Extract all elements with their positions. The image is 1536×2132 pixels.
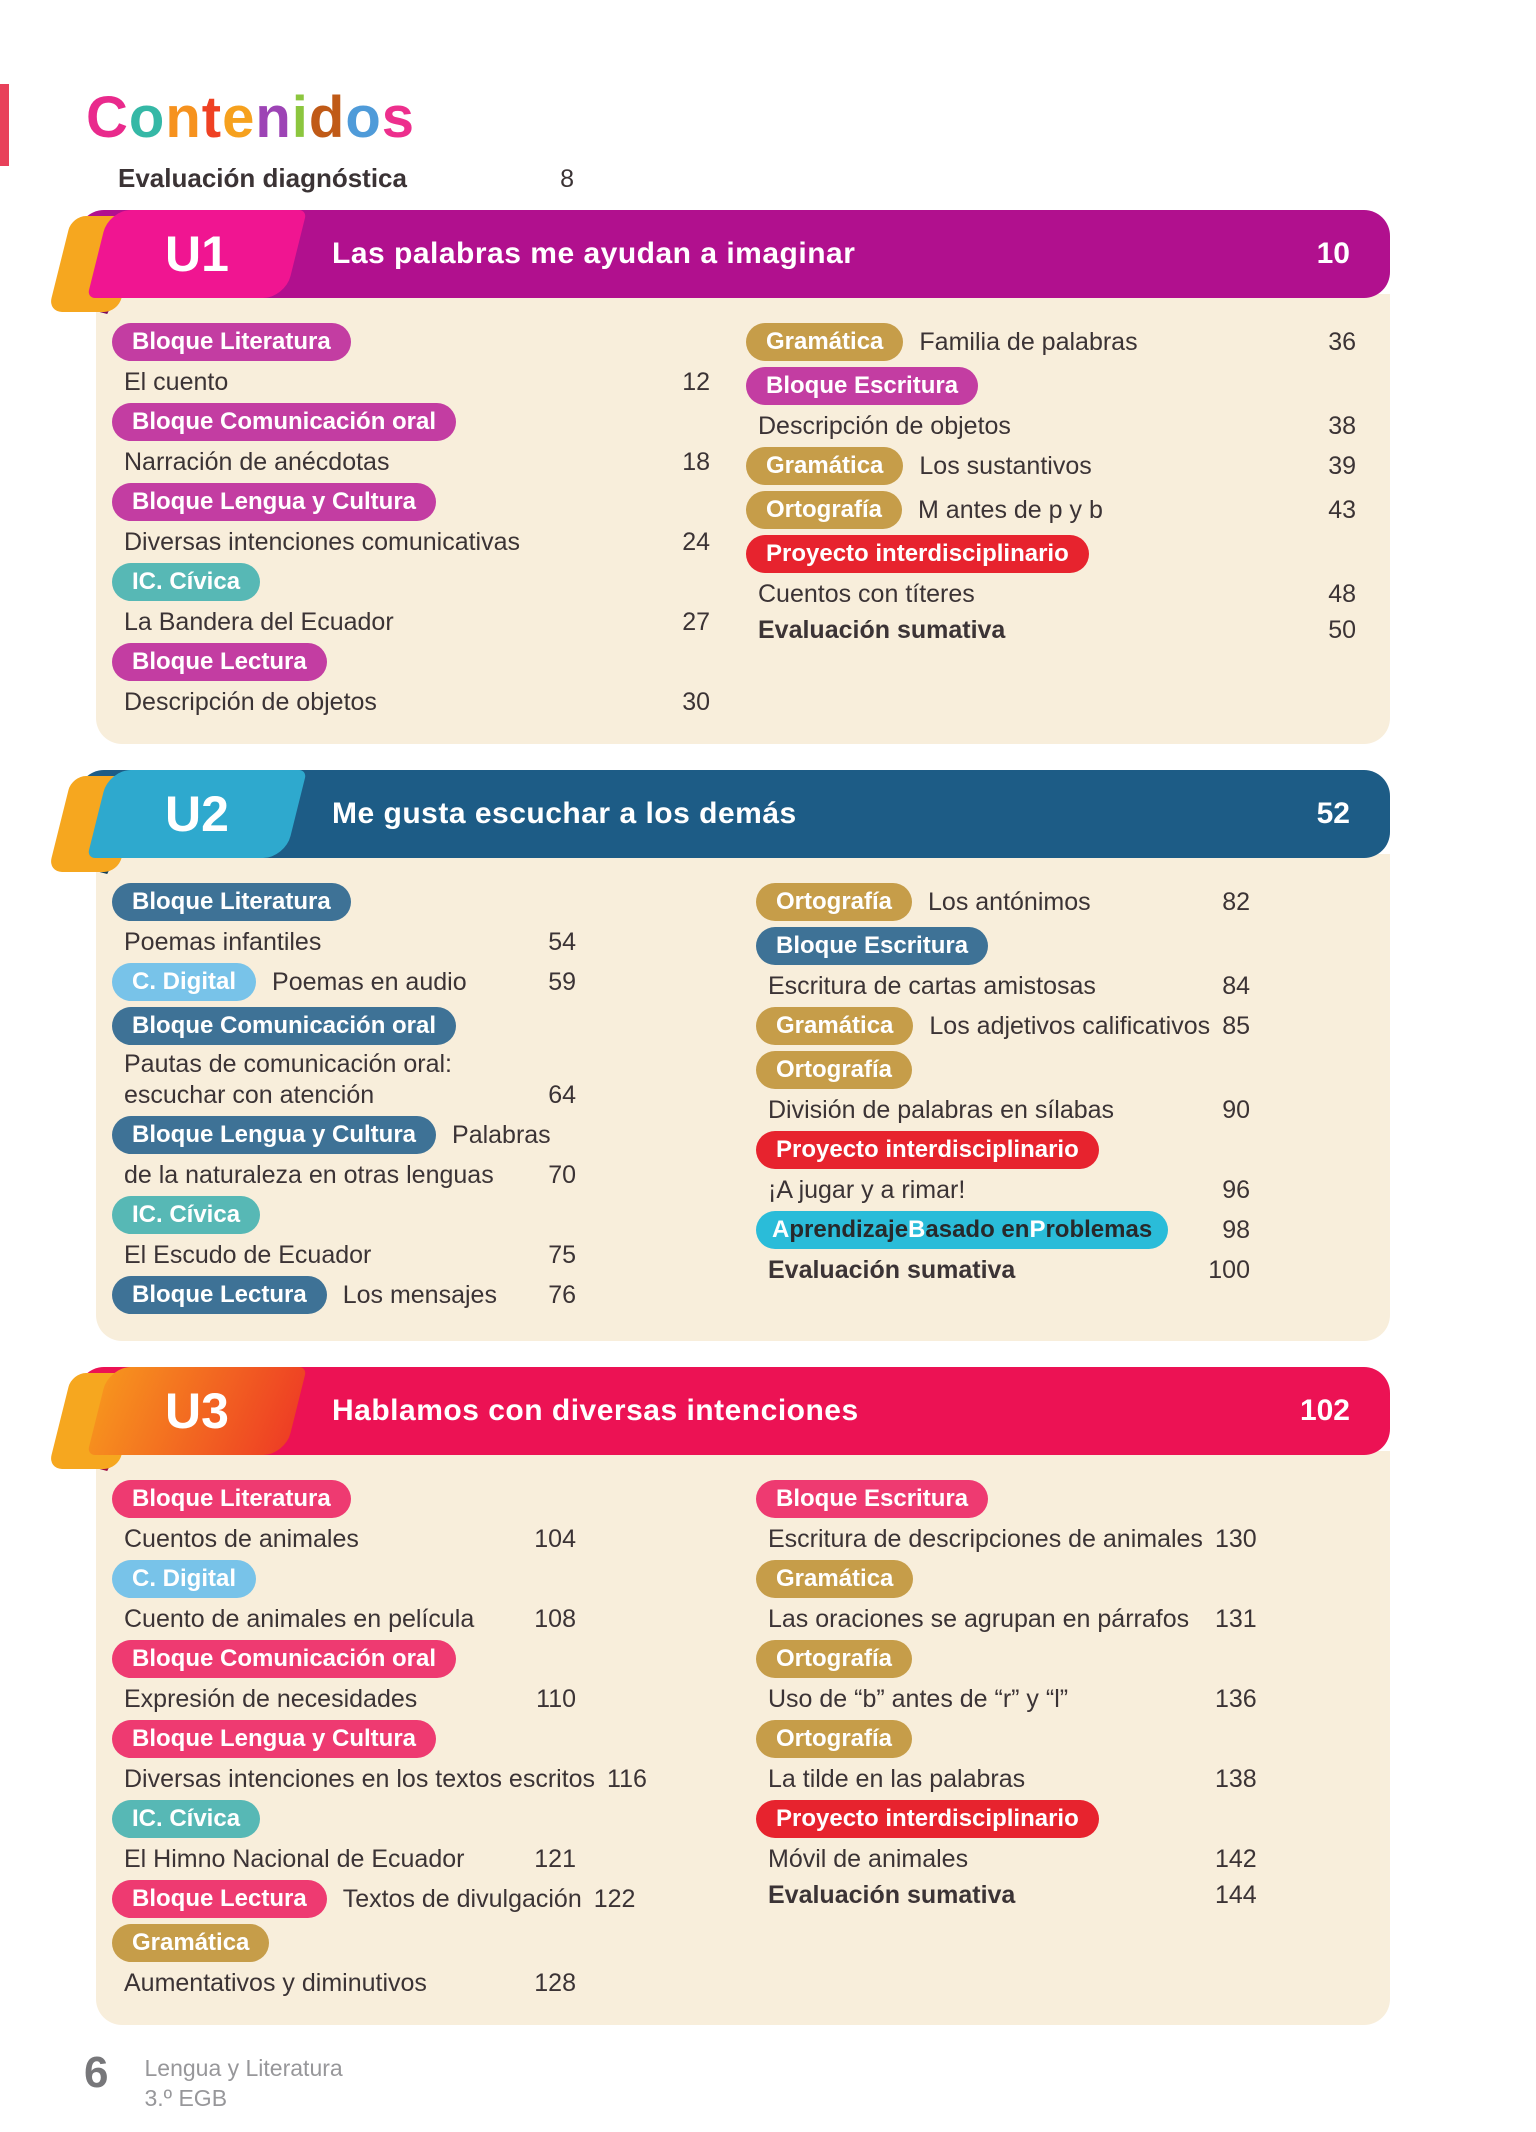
- entry-text: [124, 1049, 452, 1110]
- unit-id-box: [87, 770, 307, 858]
- entry-text: Cuento de animales en película: [124, 1604, 475, 1633]
- unit-title: Las palabras me ayudan a imaginar: [332, 237, 856, 270]
- entry-text: El Escudo de Ecuador: [124, 1240, 372, 1269]
- page-number: 136: [1214, 1684, 1257, 1713]
- badge-unit: Bloque Lengua y Cultura: [112, 1720, 436, 1758]
- page-number: 30: [682, 687, 710, 716]
- badge-unit: Bloque Lectura: [112, 1276, 327, 1314]
- page-number: 27: [682, 607, 710, 636]
- page-number: 90: [1222, 1095, 1250, 1124]
- toc-row: [124, 1602, 576, 1636]
- toc-row: [124, 1966, 576, 2000]
- badge-unit: Bloque Escritura: [756, 1480, 988, 1518]
- toc-row: [758, 533, 1356, 575]
- page-number: 116: [607, 1764, 647, 1793]
- badge-red: Proyecto interdisciplinario: [756, 1131, 1099, 1169]
- abp-word-rest: roblemas: [1045, 1216, 1153, 1243]
- toc-row: [124, 1718, 576, 1760]
- entry-text: Poemas en audio: [272, 967, 467, 996]
- toc-column-right: [758, 320, 1360, 720]
- toc-row: [124, 685, 710, 719]
- page-number: 84: [1222, 971, 1250, 1000]
- unit-u3: [78, 1367, 1390, 2025]
- unit-header: [78, 210, 1390, 298]
- page-footer: [84, 2048, 1536, 2114]
- unit-page-number: 52: [1316, 797, 1350, 830]
- page-number: 39: [1328, 451, 1356, 480]
- entry-text: Familia de palabras: [919, 327, 1138, 356]
- entry-text: División de palabras en sílabas: [768, 1095, 1115, 1124]
- unit-u2: [78, 770, 1390, 1341]
- page-title-letter: s: [381, 85, 416, 150]
- badge-gold: Ortografía: [756, 883, 912, 921]
- toc-row: [768, 1602, 1257, 1636]
- page-number: 54: [548, 927, 576, 956]
- page-number: 108: [534, 1604, 576, 1633]
- page-edge-accent: [0, 84, 9, 166]
- diagnostic-row: [118, 163, 574, 194]
- entry-text: Las oraciones se agrupan en párrafos: [768, 1604, 1190, 1633]
- toc-row: [124, 1522, 576, 1556]
- toc-row: [124, 1274, 576, 1316]
- unit-panel: [96, 854, 1390, 1341]
- toc-row: [768, 1798, 1257, 1840]
- toc-row: [124, 1682, 576, 1716]
- page-title-letter: i: [291, 85, 309, 150]
- page-number: 104: [534, 1524, 576, 1553]
- page-number: 76: [548, 1280, 576, 1309]
- entry-text: Los sustantivos: [919, 451, 1092, 480]
- toc-row: [758, 321, 1356, 363]
- page-number: 70: [548, 1160, 576, 1189]
- footer-page-number: 6: [84, 2048, 109, 2097]
- badge-unit: Bloque Lectura: [112, 1880, 327, 1918]
- unit-u1: [78, 210, 1390, 744]
- unit-id: U2: [165, 786, 229, 842]
- badge-gold: Ortografía: [746, 491, 902, 529]
- badge-gold: Gramática: [112, 1924, 269, 1962]
- badge-gold: Ortografía: [756, 1640, 912, 1678]
- page-number: 43: [1328, 495, 1356, 524]
- toc-row: [124, 1878, 636, 1920]
- badge-gold: Gramática: [746, 323, 903, 361]
- page-number: 36: [1328, 327, 1356, 356]
- badge-unit: Bloque Literatura: [112, 883, 351, 921]
- toc-row: [124, 1762, 647, 1796]
- unit-header: [78, 770, 1390, 858]
- page-title-letter: t: [201, 85, 223, 150]
- badge-unit: Bloque Literatura: [112, 1480, 351, 1518]
- page-number: 96: [1222, 1175, 1250, 1204]
- unit-title: Hablamos con diversas intenciones: [332, 1394, 859, 1427]
- toc-row: [124, 961, 576, 1003]
- entry-text: Expresión de necesidades: [124, 1684, 418, 1713]
- entry-text: de la naturaleza en otras lenguas: [124, 1160, 494, 1189]
- badge-red: Proyecto interdisciplinario: [756, 1800, 1099, 1838]
- toc-row: [124, 1558, 576, 1600]
- page-number: 48: [1328, 579, 1356, 608]
- page-number: 98: [1222, 1215, 1250, 1244]
- unit-id-box: [87, 210, 307, 298]
- toc-row: [768, 1253, 1250, 1287]
- toc-row: [758, 365, 1356, 407]
- badge-gold: Gramática: [746, 447, 903, 485]
- page-number: 121: [534, 1844, 576, 1873]
- badge-unit: Bloque Lengua y Cultura: [112, 483, 436, 521]
- entry-text: Narración de anécdotas: [124, 447, 390, 476]
- entry-text: Escritura de cartas amistosas: [768, 971, 1096, 1000]
- page-number: 38: [1328, 411, 1356, 440]
- units: [78, 210, 1390, 2025]
- toc-row: [768, 1129, 1250, 1171]
- entry-text: Palabras: [452, 1120, 551, 1149]
- badge-unit: Bloque Comunicación oral: [112, 403, 456, 441]
- page-number: 138: [1214, 1764, 1257, 1793]
- footer-course: Lengua y Literatura: [144, 2055, 343, 2081]
- page-number: 24: [682, 527, 710, 556]
- page-number: 82: [1222, 887, 1250, 916]
- page-title: [86, 84, 1536, 151]
- page-number: 100: [1208, 1255, 1250, 1284]
- abp-initial: P: [1029, 1216, 1046, 1243]
- toc-row: [124, 561, 710, 603]
- abp-word-rest: asado en: [925, 1216, 1030, 1243]
- page-title-letter: o: [128, 85, 166, 150]
- toc-row: [124, 1238, 576, 1272]
- badge-unit: Bloque Lengua y Cultura: [112, 1116, 436, 1154]
- toc-row: [768, 969, 1250, 1003]
- badge-civica: IC. Cívica: [112, 1196, 260, 1234]
- unit-title: Me gusta escuchar a los demás: [332, 797, 797, 830]
- toc-row: [124, 365, 710, 399]
- toc-row: [758, 613, 1356, 647]
- entry-text: La Bandera del Ecuador: [124, 607, 394, 636]
- page-number: 64: [548, 1081, 576, 1109]
- toc-column-right: [768, 880, 1360, 1317]
- unit-page-number: 10: [1316, 237, 1350, 270]
- toc-row: [124, 1922, 576, 1964]
- toc-row: [758, 409, 1356, 443]
- toc-row: [768, 1718, 1257, 1760]
- toc-row: [124, 321, 710, 363]
- toc-row: [768, 1762, 1257, 1796]
- toc-row: [768, 1558, 1257, 1600]
- toc-row: [768, 1049, 1250, 1091]
- entry-text: Diversas intenciones comunicativas: [124, 527, 521, 556]
- entry-text: Descripción de objetos: [124, 687, 377, 716]
- toc-row: [768, 881, 1250, 923]
- toc-row: [768, 1638, 1257, 1680]
- abp-word-rest: prendizaje: [789, 1216, 909, 1243]
- unit-panel: [96, 294, 1390, 744]
- toc-row: [768, 1842, 1257, 1876]
- toc-row: [124, 1194, 576, 1236]
- entry-text: Evaluación sumativa: [768, 1880, 1016, 1909]
- unit-id: U3: [165, 1383, 229, 1439]
- badge-civica: IC. Cívica: [112, 1800, 260, 1838]
- diagnostic-label: Evaluación diagnóstica: [118, 163, 407, 193]
- toc-row: [124, 925, 576, 959]
- page-title-letter: e: [222, 85, 256, 150]
- badge-digital: C. Digital: [112, 963, 256, 1001]
- abp-initial: B: [908, 1216, 926, 1243]
- toc-row: [768, 1093, 1250, 1127]
- toc-row: [124, 1478, 576, 1520]
- toc-row: [768, 1878, 1257, 1912]
- toc-row: [768, 925, 1250, 967]
- entry-text: M antes de p y b: [918, 495, 1103, 524]
- page-number: 144: [1214, 1880, 1257, 1909]
- badge-unit: Bloque Lectura: [112, 643, 327, 681]
- unit-header: [78, 1367, 1390, 1455]
- toc-row: [124, 1114, 576, 1156]
- page-title-letter: n: [255, 85, 292, 150]
- page-number: 85: [1222, 1011, 1250, 1040]
- entry-text: Los adjetivos calificativos: [929, 1011, 1211, 1040]
- entry-text: Poemas infantiles: [124, 927, 322, 956]
- badge-civica: IC. Cívica: [112, 563, 260, 601]
- toc-row: [768, 1005, 1250, 1047]
- entry-text: Uso de “b” antes de “r” y “l”: [768, 1684, 1069, 1713]
- page-number: 110: [536, 1684, 576, 1713]
- page-number: 130: [1214, 1524, 1257, 1553]
- toc-row: [124, 401, 710, 443]
- toc-row: [124, 481, 710, 523]
- entry-text: Escritura de descripciones de animales: [768, 1524, 1203, 1553]
- entry-text: Textos de divulgación: [342, 1884, 582, 1913]
- entry-text: Diversas intenciones en los textos escritos: [124, 1764, 596, 1793]
- toc-column-left: [124, 1477, 647, 2001]
- toc-row: [124, 1005, 576, 1047]
- badge-abp: [756, 1211, 1168, 1249]
- toc-row: [768, 1173, 1250, 1207]
- unit-id: U1: [165, 226, 229, 282]
- toc-row: [758, 577, 1356, 611]
- toc-row: [124, 641, 710, 683]
- page-title-letter: d: [308, 85, 346, 150]
- toc-row: [124, 881, 576, 923]
- badge-unit: Bloque Literatura: [112, 323, 351, 361]
- entry-text: Los antónimos: [928, 887, 1091, 916]
- toc-row: [124, 1158, 576, 1192]
- entry-text: Móvil de animales: [768, 1844, 969, 1873]
- entry-line: escuchar con atención: [124, 1080, 375, 1109]
- page-number: 75: [548, 1240, 576, 1269]
- toc-row: [758, 489, 1356, 531]
- unit-id-box: [87, 1367, 307, 1455]
- toc-row: [768, 1478, 1257, 1520]
- badge-gold: Gramática: [756, 1007, 913, 1045]
- toc-row: [124, 525, 710, 559]
- page-title-letter: n: [165, 85, 202, 150]
- toc-row: [768, 1209, 1250, 1251]
- entry-text: Cuentos con títeres: [758, 579, 975, 608]
- entry-text: ¡A jugar y a rimar!: [768, 1175, 966, 1204]
- badge-unit: Bloque Comunicación oral: [112, 1640, 456, 1678]
- toc-row: [768, 1522, 1257, 1556]
- toc-row: [124, 1798, 576, 1840]
- toc-row: [124, 1638, 576, 1680]
- toc-row: [124, 445, 710, 479]
- page-title-letter: C: [86, 85, 129, 150]
- entry-line: Pautas de comunicación oral:: [124, 1050, 452, 1078]
- toc-column-left: [124, 880, 576, 1317]
- toc-row: [124, 605, 710, 639]
- entry-text: Evaluación sumativa: [758, 615, 1006, 644]
- badge-unit: Bloque Escritura: [746, 367, 978, 405]
- entry-text: El cuento: [124, 367, 229, 396]
- toc-row: [758, 445, 1356, 487]
- page-number: 59: [548, 967, 576, 996]
- badge-unit: Bloque Escritura: [756, 927, 988, 965]
- toc-row: [124, 1049, 576, 1112]
- page-number: 142: [1214, 1844, 1257, 1873]
- unit-panel: [96, 1451, 1390, 2025]
- entry-text: Los mensajes: [342, 1280, 497, 1309]
- page-number: 50: [1328, 615, 1356, 644]
- entry-text: El Himno Nacional de Ecuador: [124, 1844, 465, 1873]
- entry-text: Evaluación sumativa: [768, 1255, 1016, 1284]
- entry-text: Descripción de objetos: [758, 411, 1011, 440]
- page-title-letter: o: [345, 85, 382, 150]
- page-number: 131: [1214, 1604, 1257, 1633]
- entry-text: La tilde en las palabras: [768, 1764, 1026, 1793]
- entry-text: Cuentos de animales: [124, 1524, 359, 1553]
- toc-column-right: [768, 1477, 1367, 2001]
- badge-gold: Gramática: [756, 1560, 913, 1598]
- badge-digital: C. Digital: [112, 1560, 256, 1598]
- unit-page-number: 102: [1299, 1394, 1350, 1427]
- abp-initial: A: [772, 1216, 790, 1243]
- badge-gold: Ortografía: [756, 1051, 912, 1089]
- badge-gold: Ortografía: [756, 1720, 912, 1758]
- toc-row: [768, 1682, 1257, 1716]
- toc-column-left: [124, 320, 710, 720]
- page-number: 12: [682, 367, 710, 396]
- badge-red: Proyecto interdisciplinario: [746, 535, 1089, 573]
- page-number: 18: [682, 447, 710, 476]
- diagnostic-page-number: 8: [560, 165, 574, 193]
- footer-grade: 3.º EGB: [144, 2084, 228, 2111]
- entry-text: Aumentativos y diminutivos: [124, 1968, 427, 1997]
- toc-row: [124, 1842, 576, 1876]
- badge-unit: Bloque Comunicación oral: [112, 1007, 456, 1045]
- footer-book-info: [144, 2051, 342, 2114]
- page-number: 128: [534, 1968, 576, 1997]
- page-number: 122: [593, 1884, 636, 1913]
